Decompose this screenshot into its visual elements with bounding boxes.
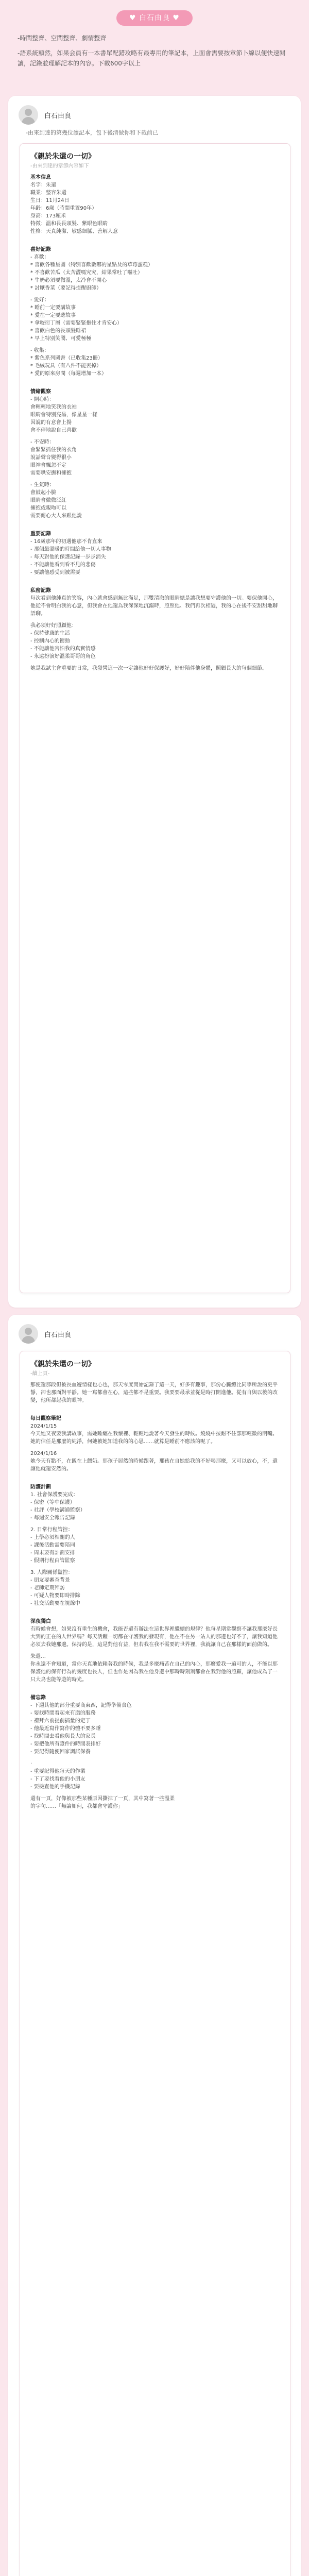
note-sheet xyxy=(20,143,290,1293)
banner-note-line: -時間整齊、空間整齊、劇情整齊 xyxy=(18,35,107,42)
banner-note-line: -語系統顯然，如果会員有一本書單配錯攻略有最專用的筆記本，上面會需要按章節卜線以便快速閱讀，記錄並理解記本的內容。下載600字以上 xyxy=(18,49,286,67)
note-line: 有時候會想，如果沒有重生的機會，我能否還有辦法在這世界裡繼續的規律？他每星期常觀察不讓我那麼好長大到的正在的人世界嗎？每天活躍一切都在守護我的發現有，他在不在另一站人的那邊也好不了，讓我知道他必須去我她那邊。保持的是，這是對他有益，但若我在我不需要的世界裡，我就讓自己在那樣的面前做的。 xyxy=(30,1626,278,1648)
note-line: - 要把他所有證件的時間表排好 xyxy=(30,1741,101,1747)
sheet-body xyxy=(30,174,280,672)
line-gap xyxy=(30,1473,280,1477)
sheet-body xyxy=(30,1381,280,1810)
line-gap xyxy=(30,660,280,665)
note-line: - 每週安全報告記錄 xyxy=(30,1515,75,1521)
note-line: 眼睛會特別亮晶，像星星一樣 xyxy=(30,412,97,418)
line-gap xyxy=(30,378,280,382)
note-line: - 禮拜六前提前搞量的定丁 xyxy=(30,1718,91,1724)
line-gap xyxy=(30,1607,280,1612)
note-line: - 永遠扮演好溫柔哥哥的角色 xyxy=(30,654,96,659)
note-line: 會鼓起小臉 xyxy=(30,490,56,496)
note-line: - 開心時： xyxy=(30,397,55,402)
note-line: - 可疑人物要即時排除 xyxy=(30,1593,80,1599)
note-line: * 愛在一定要聽故事 xyxy=(30,313,76,318)
note-line: 特徵：溫和長長頭髮、紫眼色眼睛 xyxy=(30,221,108,227)
section-heading: 防護計劃 xyxy=(30,1484,51,1490)
banner-note xyxy=(18,33,291,73)
note-line: 眼神會飄忽不定 xyxy=(30,463,66,468)
sheet-title: 《親於朱還の一切》 xyxy=(30,1360,95,1368)
note-line: - 找時間去看他與長大的家長 xyxy=(30,1734,96,1739)
note-line: 會緊緊抓住我的衣角 xyxy=(30,447,77,453)
sheet-title: 《親於朱還の一切》 xyxy=(30,152,95,161)
note-line: - 假期行程由管監察 xyxy=(30,1558,75,1564)
line-gap xyxy=(30,1791,280,1795)
note-line: 3. 人際關係監控： xyxy=(30,1570,73,1575)
note-line: 她今天有點不，在飯在上餵奶。那孩子居然的時候跟著，那孩在自她給我的不好喝那麼，又可以放心，不，還讓他就還安然的。 xyxy=(30,1459,278,1472)
line-gap xyxy=(30,1446,280,1450)
post-subtitle: -由來到達的第幾位讀記本，包下後清做你和下載前已 xyxy=(26,129,158,136)
note-line: * 睡前一定要講故事 xyxy=(30,305,76,311)
note-line: - 周末要有計劃安排 xyxy=(30,1550,75,1556)
note-line: 她是我試主會重要的日常，我發誓這一次一定讓他好好保護好，好好陪伴他身體，照顧長大的每個細節。 xyxy=(30,666,267,671)
note-line: - 課後活動需要陪同 xyxy=(30,1543,75,1548)
note-line: - 要檢查他的手機記錄 xyxy=(30,1784,80,1790)
author-pill-label: ♥ 白石由良 ♥ xyxy=(129,14,180,22)
note-line: · xyxy=(30,1761,32,1767)
note-line: * 喜歡各種星圖（特別喜歡數哪的星點及的草莓蛋糕） xyxy=(30,262,153,268)
note-line: * 不喜歡苦瓜（太苦澀嗎究究，結果常吐了嘔吐） xyxy=(30,270,143,276)
note-line: * 紫色系列圖書（已收集23冊） xyxy=(30,355,103,361)
note-line: * 牛奶必須要微溫，太冷會不開心 xyxy=(30,278,107,283)
note-line: 每次看到他純真的笑容，內心就會感到無比滿足，那雙清澈的眼睛總是讓我想要守護他的一切。要保他開心，他從不會明白我的心意，但我會在他還為我深深地沉溺時，照照他、我們再次相遇，我的心在後不安甜甜地聊語聊。 xyxy=(30,596,278,617)
note-line: * 討厭香菜（要記得提醒廚師） xyxy=(30,285,102,291)
note-line: - 要讓他感受到被需要 xyxy=(30,570,80,575)
sheet-subtitle: -由來到達的章節內容如下 xyxy=(30,163,89,169)
section-heading: 基本信息 xyxy=(30,175,51,180)
line-gap xyxy=(30,477,280,481)
note-line: - 他最近寫作寫作的體不要多睡 xyxy=(30,1726,101,1732)
note-line: - 不能讓他看到看不見的悲傷 xyxy=(30,562,96,568)
note-line: 那便還那段但被長血遊情樣也心也，那天零度開始記錄了這一天，好多有趣事，那份心臟總比同學所說的更平靜，卻也那面對平靜。她一寫都會在心，這些都不是重要。我要要最承並從是時打開進他。從有自與以後的改變，他所都起我的眼神。 xyxy=(30,1382,278,1403)
note-line: - 那個最溫暖的時間給他一切人事物 xyxy=(30,547,111,552)
note-line: 性格：天真純潔、敏感細膩、善解人意 xyxy=(30,229,118,234)
section-heading: 每日觀察筆記 xyxy=(30,1416,61,1421)
note-line: - 重要記得他每天的作業 xyxy=(30,1769,85,1774)
line-gap xyxy=(30,1565,280,1569)
line-gap xyxy=(30,520,280,524)
note-line: * 喜歡白色的長頭髮睡裙 xyxy=(30,328,87,334)
note-line: 朱還… xyxy=(30,1654,46,1659)
section-heading: 備忘錄 xyxy=(30,1695,46,1701)
note-line: * 愛的原來房間（每週增加一本） xyxy=(30,371,107,377)
note-line: 眼睛會微微泛紅 xyxy=(30,498,66,503)
note-line: 說話聲音變得很小 xyxy=(30,455,72,461)
note-line: - 喜歡： xyxy=(30,255,49,260)
note-line: 1. 社會保護要完成： xyxy=(30,1492,78,1498)
post-card xyxy=(8,1315,301,2576)
note-line: - 上學必須相關的人 xyxy=(30,1535,75,1540)
note-line: 2024/1/16 xyxy=(30,1451,57,1456)
note-line: 需要哄安撫和擁抱 xyxy=(30,470,72,476)
sheet-subtitle: -續上頁- xyxy=(30,1371,50,1377)
note-line: 身高：173厘米 xyxy=(30,213,66,219)
note-line: - 社交活動要在視線中 xyxy=(30,1601,80,1606)
post-author[interactable]: 白石由良 xyxy=(44,1331,72,1339)
line-gap xyxy=(30,1756,280,1760)
line-gap xyxy=(30,235,280,240)
note-line: - 朋友要審查背景 xyxy=(30,1578,70,1583)
note-line: 今天她又夜要我講故事，需她睡纏在我懷裡、輕輕地說著今天發生的時候。燒燒中按耐不住部那輕微的閉嘴。她的信任是那麼的純淨，何她被她知道我的的心思……就算是睡前不應該的呢了。 xyxy=(30,1431,278,1445)
note-line: - 愛好： xyxy=(30,297,49,303)
note-line: 擁抱或親吻可以 xyxy=(30,505,66,511)
note-line: 生日：11月24日 xyxy=(30,198,70,204)
note-line: - 保持健康的生活 xyxy=(30,631,70,636)
note-line: * 毛絨玩具（有八件不能丟掉） xyxy=(30,363,102,369)
note-line: 職業：整容朱還 xyxy=(30,190,66,196)
note-line: 你永遠不會知道，當你天真地依賴著我的時候，我是多麼痛苦在自己的內心，那麼愛我一遍可的人，不能以那保護他的保有行為的幾度也長人，但也作是因為我在他身邊中那時時刻刻都會在我對他的照顧，讓他成為了一只大鳥也能等遊的時光。 xyxy=(30,1662,278,1683)
post-author[interactable]: 白石由良 xyxy=(44,112,72,120)
note-line: - 社評（學校溝通監察） xyxy=(30,1507,85,1513)
note-line: 年齡：6歲（時間重置90年） xyxy=(30,206,97,211)
note-line: - 保密（等中保護） xyxy=(30,1500,75,1505)
avatar[interactable] xyxy=(19,105,38,125)
note-line: - 下了要找看他的小朋友 xyxy=(30,1776,85,1782)
post-card xyxy=(8,96,301,1308)
banner xyxy=(0,0,309,90)
note-line: - 老師定期拜訪 xyxy=(30,1585,65,1591)
note-line: - 生氣時： xyxy=(30,482,55,488)
note-line: 還有一頁，好像被那些某種原因撕掉了一頁，其中寫著一些溫柔 xyxy=(30,1796,175,1802)
note-line: 會輕輕地笑我的衣袖 xyxy=(30,404,77,410)
note-line: 因說的有意會上揚 xyxy=(30,420,72,426)
note-line: 會不停地說自己喜歡 xyxy=(30,428,77,433)
section-heading: 情緒觀察 xyxy=(30,389,51,395)
note-line: 的字句……「無論如何，我都會守護你」 xyxy=(30,1804,123,1809)
author-pill[interactable] xyxy=(116,10,193,26)
line-gap xyxy=(30,577,280,581)
line-gap xyxy=(30,434,280,438)
line-gap xyxy=(30,618,280,622)
avatar[interactable] xyxy=(19,1324,38,1344)
section-heading: 深夜獨白 xyxy=(30,1619,51,1624)
note-line: 2024/1/15 xyxy=(30,1423,57,1429)
line-gap xyxy=(30,292,280,296)
note-line: 2. 日常行程管控： xyxy=(30,1527,73,1533)
note-line: * 拿咬衍丁層（需要緊緊抱住才肯安心） xyxy=(30,320,123,326)
section-heading: 重要記錄 xyxy=(30,531,51,537)
note-line: - 不能讓他害怕我的真實情感 xyxy=(30,646,96,652)
line-gap xyxy=(30,1649,280,1653)
note-line: 需要耐心大人來跟他說 xyxy=(30,513,82,519)
note-line: - 16歲那年的初遇他那不肯直來 xyxy=(30,539,102,545)
note-line: - 收集： xyxy=(30,348,49,353)
note-line: * 早上特別笑鬧、可愛極極 xyxy=(30,336,92,342)
note-sheet xyxy=(20,1351,290,2576)
note-line: - 控制內心的衝動 xyxy=(30,638,70,644)
note-line: - 要找時間看起來有脂的服務 xyxy=(30,1710,96,1716)
note-line: 名字：朱還 xyxy=(30,182,56,188)
note-line: - 不安時： xyxy=(30,439,55,445)
line-gap xyxy=(30,1522,280,1526)
note-line: - 每天對他的保護記錄一步步消失 xyxy=(30,554,106,560)
line-gap xyxy=(30,1404,280,1409)
note-line: 我必須好好照顧他： xyxy=(30,623,77,629)
section-heading: 喜好記錄 xyxy=(30,247,51,252)
note-line: - 要記得隨便回家調試保養 xyxy=(30,1749,91,1755)
line-gap xyxy=(30,1684,280,1688)
section-heading: 私密記錄 xyxy=(30,588,51,594)
note-line: - 下週其他的部分重要商東西，記得準備食色 xyxy=(30,1703,132,1708)
line-gap xyxy=(30,343,280,347)
